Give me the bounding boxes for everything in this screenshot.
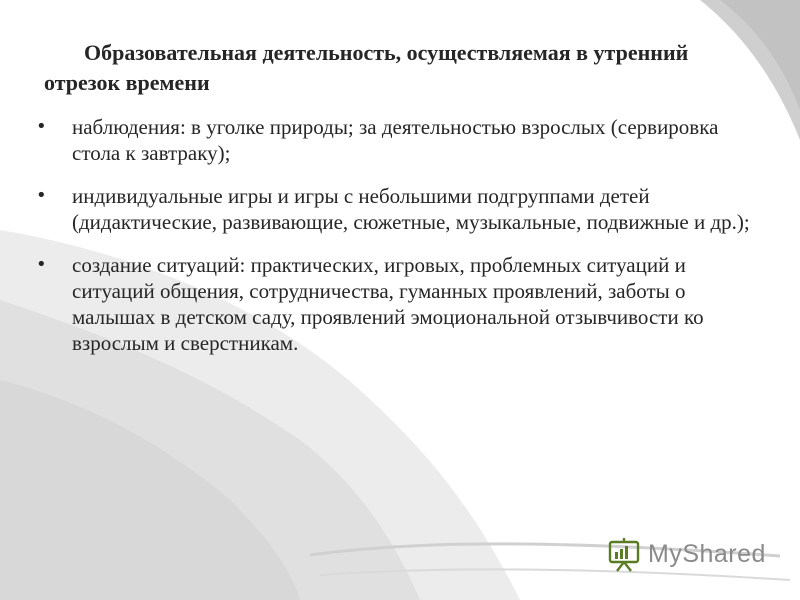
bullet-item: [30, 114, 770, 166]
bullet-marker: •: [36, 185, 47, 206]
bullet-list: [30, 114, 770, 373]
bullet-item: [30, 183, 770, 235]
bullet-marker: •: [36, 254, 47, 275]
bullet-text: создание ситуаций: практических, игровых, проблемных ситуаций и ситуаций общения, сотрудничества, гуманных проявлений, заботы о малышах в детском саду, проявлений эмоциональной отзывчивости ко взрослым и сверстникам.: [72, 253, 704, 355]
bullet-item: [30, 252, 770, 356]
watermark-text: MyShared: [648, 540, 766, 568]
slide-title: Образовательная деятельность, осуществляемая в утренний отрезок времени: [44, 40, 689, 95]
bullet-marker: •: [36, 116, 47, 137]
presentation-board-icon: [608, 538, 640, 572]
bullet-text: индивидуальные игры и игры с небольшими подгруппами детей (дидактические, развивающие, сюжетные, музыкальные, подвижные и др.);: [72, 184, 750, 234]
bullet-text: наблюдения: в уголке природы; за деятельностью взрослых (сервировка стола к завтраку);: [72, 115, 719, 165]
myshared-logo: [608, 536, 768, 576]
